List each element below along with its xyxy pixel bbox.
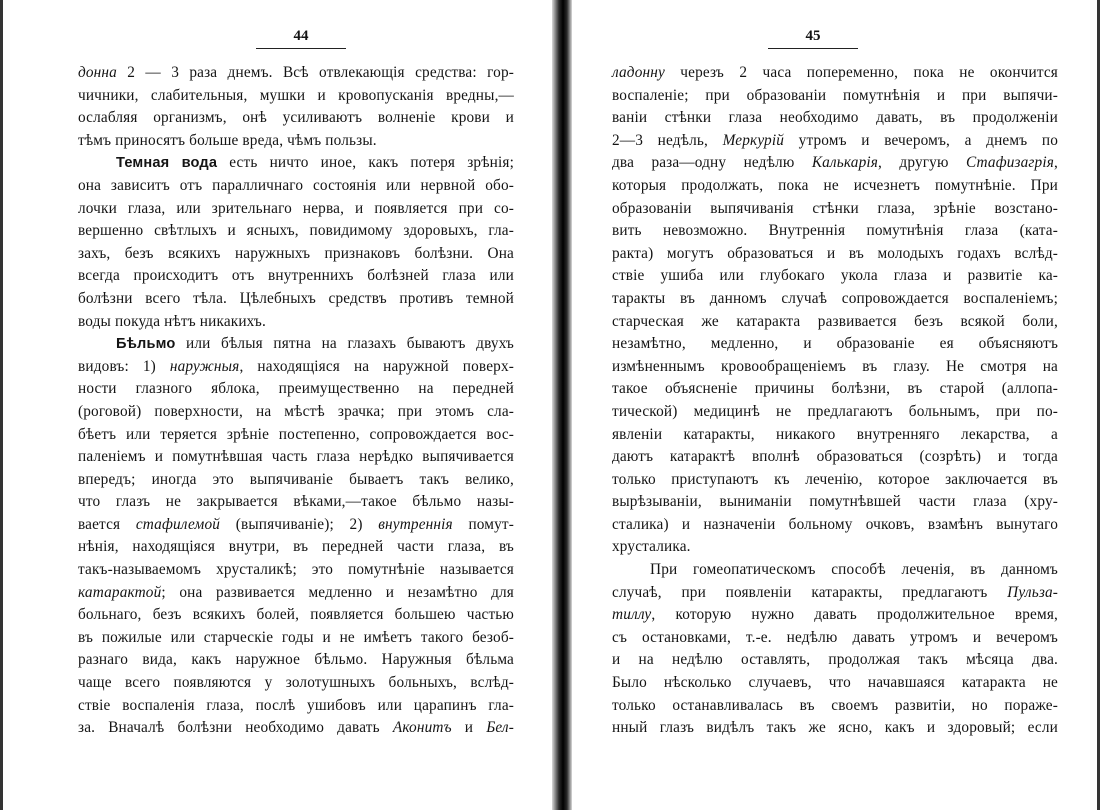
- right-page: [572, 0, 1100, 810]
- text-line: [78, 130, 514, 153]
- page-edge-shadow: [0, 0, 3, 810]
- text-fragment: Бѣльмо: [116, 336, 176, 353]
- text-fragment: только приступаютъ къ леченію, которое заключается въ: [612, 470, 1058, 488]
- text-fragment: явленіи катаракты, никакого внутренняго лекарства, а: [612, 425, 1058, 443]
- text-line: [78, 265, 514, 288]
- text-line: [612, 491, 1058, 514]
- text-line: [78, 536, 514, 559]
- text-line: [612, 695, 1058, 718]
- text-line: [78, 288, 514, 311]
- text-fragment: ,: [1054, 154, 1058, 172]
- text-fragment: что глазъ не закрывается вѣками,—такое бѣльмо назы-: [78, 493, 514, 511]
- text-fragment: разнаго вида, какъ наружное бѣльмо. Наружныя бѣльма: [78, 651, 514, 669]
- text-fragment: такъ-называемомъ хрусталикѣ; это помутнѣніе называется: [78, 561, 514, 579]
- text-fragment: воды покуда нѣтъ никакихъ.: [78, 312, 266, 330]
- page-text: [612, 62, 1058, 740]
- text-line: [612, 175, 1058, 198]
- text-fragment: (роговой) поверхности, на мѣстѣ зрачка; при этомъ сла-: [78, 402, 514, 420]
- text-fragment: Аконитъ: [392, 719, 452, 737]
- text-line: [612, 469, 1058, 492]
- text-line: [612, 717, 1058, 740]
- text-fragment: ности глазного яблока, преимущественно на передней: [78, 380, 514, 398]
- page-text: [78, 62, 514, 740]
- text-fragment: катарактой: [78, 583, 162, 601]
- text-fragment: ваніи стѣнки глаза необходимо давать, въ продолженіи: [612, 109, 1058, 127]
- text-fragment: тической) медицинѣ не предлагаютъ больнымъ, при по-: [612, 402, 1058, 420]
- text-line: [612, 220, 1058, 243]
- text-line: [78, 333, 514, 356]
- text-fragment: черезъ 2 часа попеременно, пока не окончится: [664, 64, 1058, 81]
- text-line: [612, 265, 1058, 288]
- text-fragment: измѣненнымъ кровообращеніемъ въ глазу. Не смотря на: [612, 357, 1058, 375]
- text-fragment: , другую: [878, 154, 966, 172]
- text-line: [78, 62, 514, 85]
- text-fragment: только останавливалась въ своемъ развитіи, но пораже-: [612, 696, 1058, 714]
- text-fragment: болѣзни всего тѣла. Цѣлебныхъ средствъ противъ темной: [78, 289, 514, 307]
- text-line: [612, 401, 1058, 424]
- text-fragment: образованіи выпячиванія стѣнки глаза, зрѣніе возстано-: [612, 199, 1058, 217]
- text-fragment: вырѣзываніи, выниманіи помутнѣвшей части глаза (хру-: [612, 493, 1058, 511]
- text-line: [612, 378, 1058, 401]
- text-fragment: въ пожилые или старческіе годы и не имѣетъ такого безоб-: [78, 628, 514, 646]
- text-line: [78, 514, 514, 537]
- text-fragment: есть ничто иное, какъ потеря зрѣнія;: [217, 154, 514, 172]
- text-fragment: сталика) и назначеніи больному очковъ, взамѣнъ вынутаго: [612, 515, 1058, 533]
- text-line: [78, 469, 514, 492]
- text-line: [612, 356, 1058, 379]
- text-fragment: тиллу: [612, 606, 652, 624]
- text-fragment: всегда происходитъ отъ внутреннихъ болѣзней глаза или: [78, 267, 514, 285]
- text-line: [78, 152, 514, 175]
- text-line: [612, 311, 1058, 334]
- text-line: [78, 175, 514, 198]
- text-fragment: ствіе воспаленія глаза, послѣ ушибовъ или царапинъ гла-: [78, 696, 514, 714]
- text-fragment: два раза—одну недѣлю: [612, 154, 812, 172]
- text-line: [612, 288, 1058, 311]
- text-line: [78, 356, 514, 379]
- text-line: [612, 333, 1058, 356]
- text-fragment: ; она развивается медленно и незамѣтно для: [161, 583, 514, 601]
- text-fragment: случаѣ, при появленіи катаракты, предлагаютъ: [612, 583, 1008, 601]
- text-fragment: и: [451, 719, 487, 737]
- text-line: [612, 582, 1058, 605]
- text-fragment: и на недѣлю оставлять, продолжая такъ мѣсяца два.: [612, 651, 1058, 669]
- text-fragment: Темная вода: [116, 155, 218, 172]
- text-fragment: которыя продолжать, пока не исчезнетъ помутнѣніе. При: [612, 176, 1058, 194]
- text-fragment: больнаго, безъ всякихъ болей, появляется большею частью: [78, 606, 514, 624]
- text-fragment: даютъ катарактѣ вполнѣ образоваться (созрѣть) и тогда: [612, 448, 1058, 466]
- text-line: [612, 243, 1058, 266]
- text-fragment: чичники, слабительныя, мушки и кровопусканія вредны,—: [78, 86, 514, 104]
- text-fragment: таракты въ данномъ случаѣ сопровождается воспаленіемъ;: [612, 289, 1058, 307]
- text-line: [78, 672, 514, 695]
- text-fragment: Меркурій: [722, 131, 785, 149]
- text-fragment: чаще всего появляются у золотушныхъ больныхъ, вслѣд-: [78, 674, 514, 692]
- text-line: [78, 198, 514, 221]
- text-fragment: помут-: [452, 515, 514, 533]
- text-fragment: 2 — 3 раза днемъ. Всѣ отвлекающія средства: гор-: [116, 64, 514, 81]
- text-fragment: нный глазъ видѣлъ такъ же ясно, какъ и здоровый; если: [612, 719, 1058, 737]
- text-line: [78, 582, 514, 605]
- text-fragment: старческая же катаракта развивается безъ всякой боли,: [612, 312, 1058, 330]
- text-line: [612, 627, 1058, 650]
- text-fragment: паленіемъ и помутнѣвшая часть глаза нерѣдко выпячивается: [78, 448, 514, 466]
- text-fragment: вершенно свѣтлыхъ и ясныхъ, повидимому здоровыхъ, гла-: [78, 222, 514, 240]
- text-line: [78, 401, 514, 424]
- text-fragment: тѣмъ приносятъ больше вреда, чѣмъ пользы.: [78, 131, 377, 149]
- text-fragment: утромъ и вечеромъ, а днемъ по: [784, 131, 1058, 149]
- text-line: [78, 378, 514, 401]
- text-fragment: внутреннія: [378, 515, 453, 533]
- text-fragment: вить невозможно. Внутреннія помутнѣнія глаза (ката-: [612, 222, 1058, 240]
- text-line: [78, 491, 514, 514]
- text-fragment: 2—3 недѣль,: [612, 131, 723, 149]
- text-fragment: впередъ; иногда это выпячиваніе бываетъ такъ велико,: [78, 470, 514, 488]
- text-fragment: При гомеопатическомъ способѣ леченія, въ данномъ: [650, 561, 1058, 579]
- text-fragment: ракта) могутъ образоваться и въ молодыхъ годахъ вслѣд-: [612, 244, 1058, 262]
- text-fragment: наружныя: [169, 357, 240, 375]
- text-line: [78, 717, 514, 740]
- text-line: [78, 243, 514, 266]
- text-fragment: Стафизагрія: [965, 154, 1055, 172]
- text-fragment: стафилемой: [135, 515, 221, 533]
- text-line: [612, 559, 1058, 582]
- text-fragment: нѣнія, находящіяся внутри, въ передней части глаза, въ: [78, 538, 514, 556]
- text-line: [78, 627, 514, 650]
- text-fragment: или бѣлыя пятна на глазахъ бываютъ двухъ: [175, 335, 514, 353]
- text-fragment: хрусталика.: [612, 538, 691, 556]
- text-fragment: (выпячиваніе); 2): [220, 515, 379, 533]
- book-gutter: [552, 0, 572, 810]
- text-line: [612, 107, 1058, 130]
- text-fragment: вается: [78, 515, 136, 533]
- text-line: [78, 559, 514, 582]
- text-fragment: лочки глаза, или зрительнаго нерва, и появляется при со-: [78, 199, 514, 217]
- text-fragment: ладонну: [612, 64, 665, 81]
- text-fragment: , которую нужно давать продолжительное время,: [651, 606, 1058, 624]
- text-fragment: такое объясненіе причины болѣзни, въ старой (аллопа-: [612, 380, 1058, 398]
- page-number: 45: [768, 28, 858, 49]
- text-line: [78, 424, 514, 447]
- text-fragment: незамѣтно, медленно, и образованіе ея объясняютъ: [612, 335, 1058, 353]
- text-line: [612, 446, 1058, 469]
- text-line: [612, 198, 1058, 221]
- text-fragment: Пульза-: [1007, 583, 1058, 601]
- text-fragment: Калькарія: [811, 154, 879, 172]
- text-fragment: она зависитъ отъ паралличнаго состоянія или нервной обо-: [78, 176, 514, 194]
- text-fragment: видовъ: 1): [78, 357, 170, 375]
- text-line: [78, 604, 514, 627]
- text-fragment: бѣетъ или теряется зрѣніе постепенно, сопровождается вос-: [78, 425, 514, 443]
- text-line: [78, 220, 514, 243]
- text-line: [78, 107, 514, 130]
- text-line: [612, 536, 1058, 559]
- text-line: [612, 62, 1058, 85]
- text-fragment: ослабляя организмъ, онѣ усиливаютъ волненіе крови и: [78, 109, 514, 127]
- text-fragment: захъ, безъ всякихъ наружныхъ признаковъ болѣзни. Она: [78, 244, 514, 262]
- text-line: [612, 514, 1058, 537]
- text-line: [612, 672, 1058, 695]
- page-number: 44: [256, 28, 346, 49]
- text-line: [78, 695, 514, 718]
- text-line: [78, 649, 514, 672]
- text-fragment: съ остановками, т.-е. недѣлю давать утромъ и вечеромъ: [612, 628, 1058, 646]
- text-line: [78, 85, 514, 108]
- text-line: [612, 424, 1058, 447]
- text-line: [78, 311, 514, 334]
- text-fragment: Бел-: [486, 719, 514, 737]
- text-line: [612, 604, 1058, 627]
- text-line: [612, 649, 1058, 672]
- text-line: [612, 152, 1058, 175]
- text-fragment: донна: [78, 64, 117, 81]
- text-fragment: Было нѣсколько случаевъ, что начавшаяся катаракта не: [612, 674, 1058, 692]
- text-fragment: за. Вначалѣ болѣзни необходимо давать: [78, 719, 393, 737]
- text-fragment: , находящіяся на наружной поверх-: [239, 357, 514, 375]
- text-line: [78, 446, 514, 469]
- text-fragment: ствіе ушиба или глубокаго укола глаза и развитіе ка-: [612, 267, 1058, 285]
- text-line: [612, 130, 1058, 153]
- text-line: [612, 85, 1058, 108]
- text-fragment: воспаленіе; при образованіи помутнѣнія и при выпячи-: [612, 86, 1058, 104]
